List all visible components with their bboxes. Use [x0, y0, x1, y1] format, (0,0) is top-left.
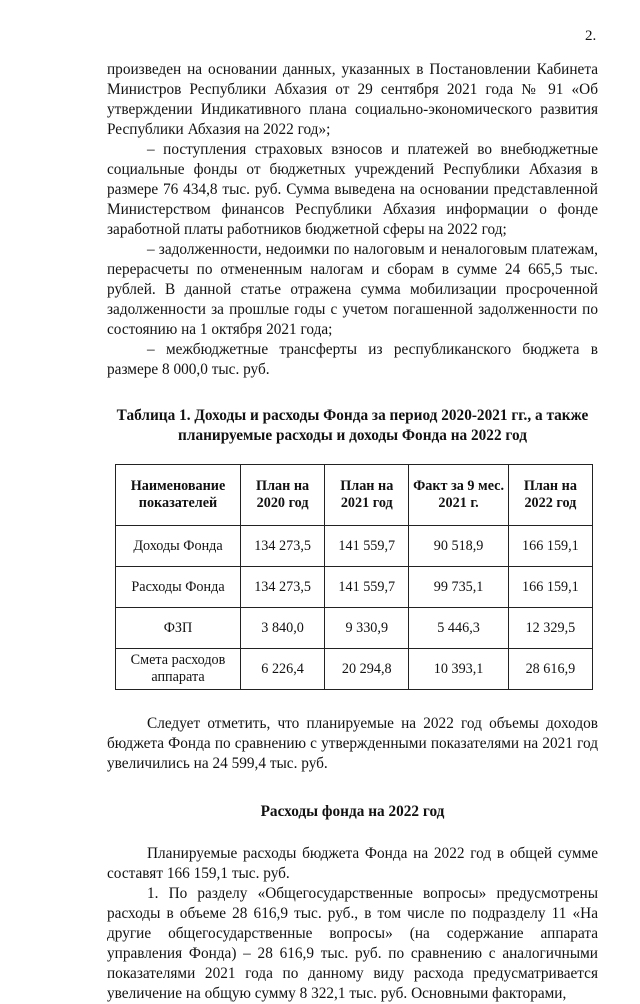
paragraph-insurance-contributions: – поступления страховых взносов и платежей во внебюджетные социальные фонды от бюджетных учреждений Республики Абхазия в размере 76 434,8 тыс. руб. Сумма выведена на основании представленной Министерством финансов Республики Абхазия информации о фонде заработной платы работников бюджетной сферы на 2022 год; — [107, 141, 598, 238]
table-cell: 90 518,9 — [409, 526, 508, 567]
paragraph-continuation: произведен на основании данных, указанных в Постановлении Кабинета Министров Республики Абхазия от 29 сентября 2021 года № 91 «Об утверждении Индикативного плана социально-экономического развития Республики Абхазия на 2022 год»; — [107, 61, 598, 138]
table-header-cell: Факт за 9 мес. 2021 г. — [409, 465, 508, 526]
table-cell: 20 294,8 — [325, 649, 409, 690]
table-cell: Расходы Фонда — [116, 567, 241, 608]
paragraph-transfers: – межбюджетные трансферты из республиканского бюджета в размере 8 000,0 тыс. руб. — [107, 341, 598, 378]
table-cell: 134 273,5 — [241, 526, 325, 567]
table-cell: 28 616,9 — [508, 649, 592, 690]
table-header-cell: План на 2021 год — [325, 465, 409, 526]
table-row — [116, 567, 593, 608]
section-title: Расходы фонда на 2022 год — [260, 803, 445, 820]
table-title: Таблица 1. Доходы и расходы Фонда за период 2020-2021 гг., а также планируемые расходы и доходы Фонда на 2022 год — [116, 407, 589, 444]
table-cell: 141 559,7 — [325, 567, 409, 608]
table-cell: 12 329,5 — [508, 608, 592, 649]
table-row — [116, 649, 593, 690]
table-cell: Доходы Фонда — [116, 526, 241, 567]
table-cell: 6 226,4 — [241, 649, 325, 690]
table-header-cell: План на 2020 год — [241, 465, 325, 526]
table-cell: 99 735,1 — [409, 567, 508, 608]
table-cell: 141 559,7 — [325, 526, 409, 567]
fund-income-expense-table — [115, 464, 593, 690]
table-cell: 10 393,1 — [409, 649, 508, 690]
table-header-row — [116, 465, 593, 526]
paragraph-income-increase: Следует отметить, что планируемые на 2022 год объемы доходов бюджета Фонда по сравнению с утвержденными показателями на 2021 год увеличились на 24 599,4 тыс. руб. — [107, 715, 598, 772]
paragraph-planned-expenses: Планируемые расходы бюджета Фонда на 2022 год в общей сумме составят 166 159,1 тыс. руб. — [107, 845, 598, 882]
table-cell: 5 446,3 — [409, 608, 508, 649]
table-row — [116, 608, 593, 649]
table-header-cell: Наименование показателей — [116, 465, 241, 526]
table-cell: 166 159,1 — [508, 567, 592, 608]
table-cell: Смета расходов аппарата — [116, 649, 241, 690]
table-header-cell: План на 2022 год — [508, 465, 592, 526]
table-row — [116, 526, 593, 567]
table-cell: 166 159,1 — [508, 526, 592, 567]
document-body — [107, 60, 598, 1004]
table-cell: 134 273,5 — [241, 567, 325, 608]
table-cell: 3 840,0 — [241, 608, 325, 649]
paragraph-arrears: – задолженности, недоимки по налоговым и неналоговым платежам, перерасчеты по отмененным налогам и сборам в сумме 24 665,5 тыс. рублей. В данной статье отражена сумма мобилизации просроченной задолженности за прошлые годы с учетом погашенной задолженности по состоянию на 1 октября 2021 года; — [107, 241, 598, 338]
table-cell: 9 330,9 — [325, 608, 409, 649]
page-number: 2. — [585, 28, 597, 44]
table-cell: ФЗП — [116, 608, 241, 649]
paragraph-general-issues: 1. По разделу «Общегосударственные вопросы» предусмотрены расходы в объеме 28 616,9 тыс. руб., в том числе по подразделу 11 «На другие общегосударственные вопросы» (на содержание аппарата управления Фонда) – 28 616,9 тыс. руб. по сравнению с аналогичными показателями 2021 года по данному виду расхода предусматривается увеличение на общую сумму 8 322,1 тыс. руб. Основными факторами, — [107, 885, 598, 1002]
